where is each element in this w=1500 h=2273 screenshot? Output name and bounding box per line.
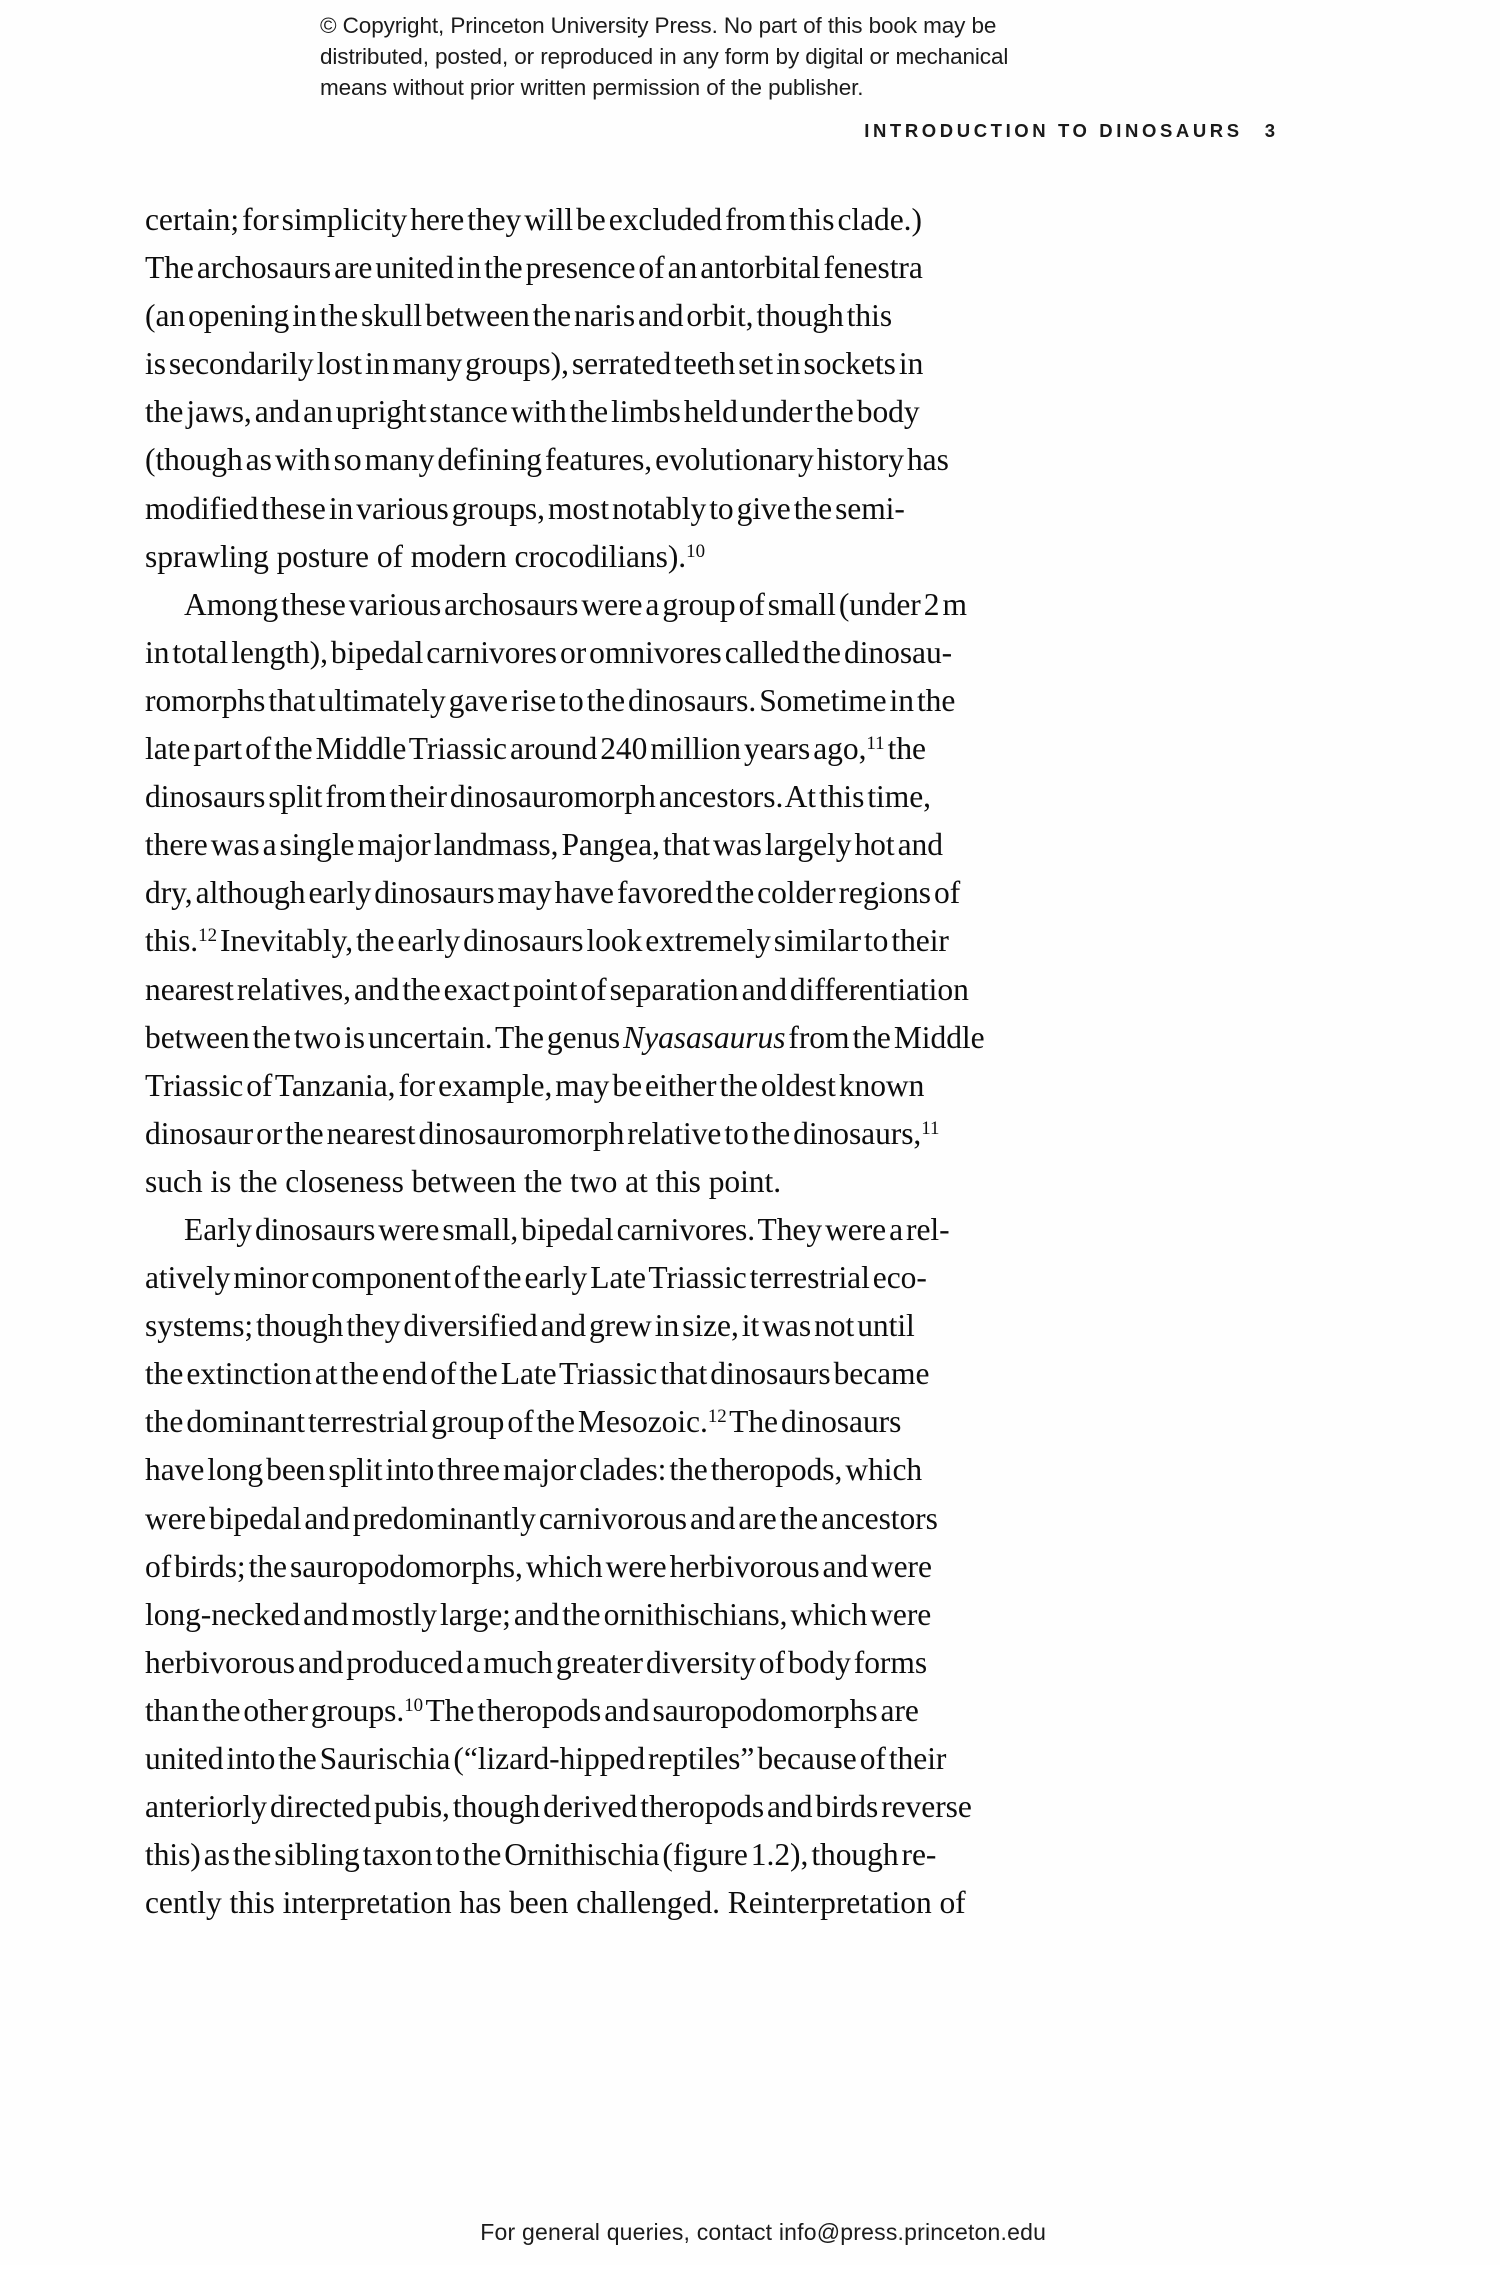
- text-line: than the other groups.$^{10}$ The theropods and sauropodomorphs are: [145, 1692, 919, 1728]
- text-line: in total length), bipedal carnivores or omnivores called the dinosau-: [145, 634, 953, 670]
- paragraph-archosaurs: [145, 196, 1290, 581]
- copyright-notice: [320, 10, 1160, 103]
- text-line: such is the closeness between the two at this point.: [145, 1163, 782, 1199]
- text-line: late part of the Middle Triassic around 240 million years ago,$^{11}$ the: [145, 731, 926, 767]
- text-line: this.$^{12}$ Inevitably, the early dinosaurs look extremely similar to their: [145, 923, 949, 959]
- text-line: (though as with so many defining features, evolutionary history has: [145, 442, 949, 478]
- text-line: The archosaurs are united in the presence of an antorbital fenestra: [145, 250, 923, 286]
- text-line: have long been split into three major clades: the theropods, which: [145, 1452, 923, 1488]
- text-line: long-necked and mostly large; and the ornithischians, which were: [145, 1596, 932, 1632]
- paragraph-early-dinosaurs: [145, 1206, 1290, 1927]
- page-footer: [0, 2192, 1500, 2273]
- text-line: is secondarily lost in many groups), serrated teeth set in sockets in: [145, 346, 924, 382]
- footnote-marker: 11: [921, 1117, 940, 1139]
- copyright-line: distributed, posted, or reproduced in any form by digital or mechanical: [320, 44, 1009, 69]
- text-line: united into the Saurischia (“lizard-hipped reptiles” because of their: [145, 1741, 947, 1776]
- text-line: dinosaur or the nearest dinosauromorph relative to the dinosaurs,$^{11}$: [145, 1115, 940, 1151]
- text-line: were bipedal and predominantly carnivorous and are the ancestors: [145, 1500, 938, 1536]
- text-line: the jaws, and an upright stance with the limbs held under the body: [145, 394, 920, 430]
- text-line: this) as the sibling taxon to the Ornithischia (figure 1.2), though re-: [145, 1837, 937, 1873]
- text-line: nearest relatives, and the exact point of separation and differentiation: [145, 971, 969, 1007]
- text-line: of birds; the sauropodomorphs, which were herbivorous and were: [145, 1548, 932, 1584]
- text-line: dinosaurs split from their dinosauromorph ancestors. At this time,: [145, 779, 931, 815]
- running-head: [145, 120, 1275, 142]
- text-line: cently this interpretation has been challenged. Reinterpretation of: [145, 1885, 966, 1921]
- text-line: Among these various archosaurs were a group of small (under 2 m: [184, 586, 967, 622]
- text-line: the extinction at the end of the Late Triassic that dinosaurs became: [145, 1356, 930, 1392]
- page-number: 3: [1264, 120, 1275, 141]
- text-line: atively minor component of the early Late Triassic terrestrial eco-: [145, 1260, 927, 1296]
- footnote-marker: 12: [707, 1406, 727, 1428]
- copyright-line: means without prior written permission of the publisher.: [320, 75, 864, 100]
- text-line: Triassic of Tanzania, for example, may be either the oldest known: [145, 1067, 925, 1103]
- footnote-marker: 10: [686, 540, 706, 562]
- text-line: modified these in various groups, most notably to give the semi-: [145, 490, 905, 526]
- text-line: the dominant terrestrial group of the Mesozoic.$^{12}$ The dinosaurs: [145, 1404, 902, 1440]
- genus-name: Nyasasaurus: [623, 1019, 786, 1055]
- text-line: Early dinosaurs were small, bipedal carnivores. They were a rel-: [184, 1211, 950, 1247]
- text-line: certain; for simplicity here they will be excluded from this clade.): [145, 202, 922, 237]
- footer-text: For general queries, contact info@press.princeton.edu: [480, 2219, 1047, 2245]
- running-head-title: INTRODUCTION TO DINOSAURS: [864, 120, 1243, 141]
- copyright-line: © Copyright, Princeton University Press. No part of this book may be: [320, 13, 997, 38]
- text-line: anteriorly directed pubis, though derived theropods and birds reverse: [145, 1789, 972, 1825]
- body-text: [145, 196, 1290, 1927]
- text-line: systems; though they diversified and grew in size, it was not until: [145, 1308, 915, 1344]
- footnote-marker: 11: [866, 733, 885, 755]
- text-line: between the two is uncertain. The genus Nyasasaurus from the Middle: [145, 1019, 985, 1055]
- footnote-marker: 10: [404, 1695, 424, 1717]
- text-line: sprawling posture of modern crocodilians).$^{10}$: [145, 538, 706, 574]
- paragraph-dinosauromorphs: [145, 581, 1290, 1206]
- text-line: romorphs that ultimately gave rise to the dinosaurs. Sometime in the: [145, 682, 956, 718]
- text-line: dry, although early dinosaurs may have favored the colder regions of: [145, 875, 961, 911]
- text-line: herbivorous and produced a much greater diversity of body forms: [145, 1644, 928, 1680]
- footnote-marker: 12: [198, 925, 218, 947]
- text-line: (an opening in the skull between the naris and orbit, though this: [145, 298, 893, 334]
- text-line: there was a single major landmass, Pangea, that was largely hot and: [145, 827, 943, 863]
